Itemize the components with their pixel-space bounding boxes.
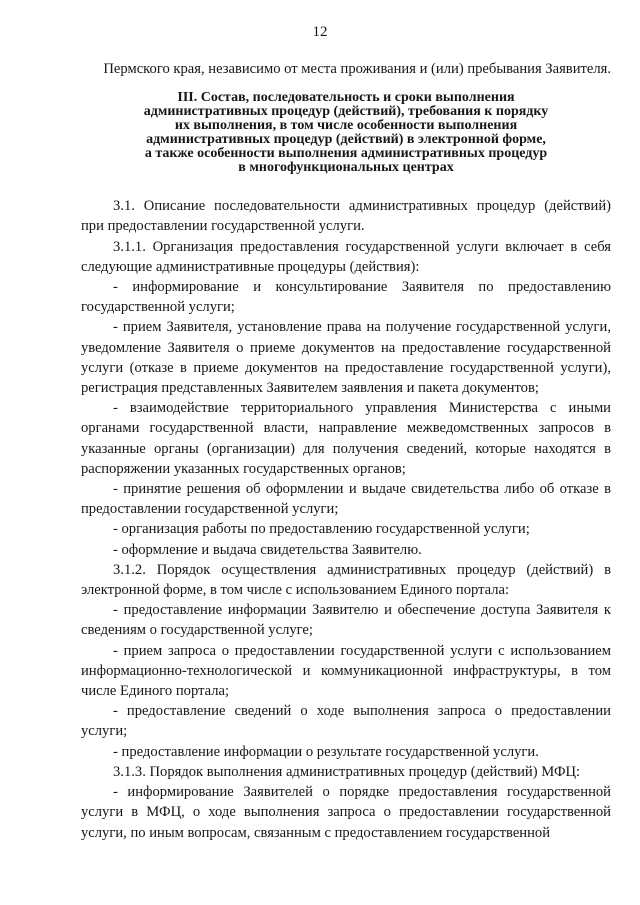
paragraph-3-1-3: 3.1.3. Порядок выполнения административных процедур (действий) МФЦ: xyxy=(113,763,581,780)
document-body xyxy=(81,59,611,843)
list-item: - предоставление информации о результате государственной услуги. xyxy=(113,743,539,760)
list-item: - прием Заявителя, установление права на получение государственной услуги, уведомление Заявителя о приеме документов на предоставление государственной услуги (отказе в приеме документов на предоставление государственной услуги), регистрация представленных Заявителем заявления и пакета документов; xyxy=(81,319,611,397)
list-item: - информирование Заявителей о порядке предоставления государственной услуги в МФЦ, о ходе выполнения запроса о предоставлении государственной услуги, по иным вопросам, связанным с предоставлением государственной xyxy=(81,784,611,841)
list-item: - прием запроса о предоставлении государственной услуги с использованием информационно-технологической и коммуникационной инфраструктуры, в том числе Единого портала; xyxy=(81,642,611,700)
continued-paragraph: Пермского края, независимо от места проживания и (или) пребывания Заявителя. xyxy=(103,61,611,77)
list-item: - принятие решения об оформлении и выдаче свидетельства либо об отказе в предоставлении государственной услуги; xyxy=(81,481,611,518)
heading-line: а также особенности выполнения административных процедур xyxy=(144,146,548,162)
paragraph-3-1-2: 3.1.2. Порядок осуществления административных процедур (действий) в электронной форме, в том числе с использованием Единого портала: xyxy=(81,561,611,599)
list-item: - предоставление информации Заявителю и обеспечение доступа Заявителя к сведениям о государственной услуге; xyxy=(81,602,611,639)
heading-line: их выполнения, в том числе особенности выполнения xyxy=(174,118,518,134)
paragraph-3-1: 3.1. Описание последовательности административных процедур (действий) при предоставлении государственной услуги. xyxy=(81,198,611,235)
heading-line: в многофункциональных центрах xyxy=(238,160,454,176)
list-item: - предоставление сведений о ходе выполнения запроса о предоставлении услуги; xyxy=(81,703,611,740)
page-number: 12 xyxy=(312,24,328,40)
section-heading xyxy=(81,91,611,175)
list-item: - взаимодействие территориального управления Министерства с иными органами государственной власти, направление межведомственных запросов в указанные органы (организации) для получения сведений, которые находятся в распоряжении указанных государственных органов; xyxy=(81,400,611,477)
paragraph-3-1-1: 3.1.1. Организация предоставления государственной услуги включает в себя следующие административные процедуры (действия): xyxy=(81,238,611,275)
list-item: - информирование и консультирование Заявителя по предоставлению государственной услуги; xyxy=(81,279,611,316)
list-item: - оформление и выдача свидетельства Заявителю. xyxy=(113,541,422,558)
heading-line: административных процедур (действий) в электронной форме, xyxy=(146,132,546,148)
list-item: - организация работы по предоставлению государственной услуги; xyxy=(113,521,530,538)
heading-line: административных процедур (действий), требования к порядку xyxy=(143,104,549,120)
heading-line: III. Состав, последовательность и сроки выполнения xyxy=(177,90,515,106)
